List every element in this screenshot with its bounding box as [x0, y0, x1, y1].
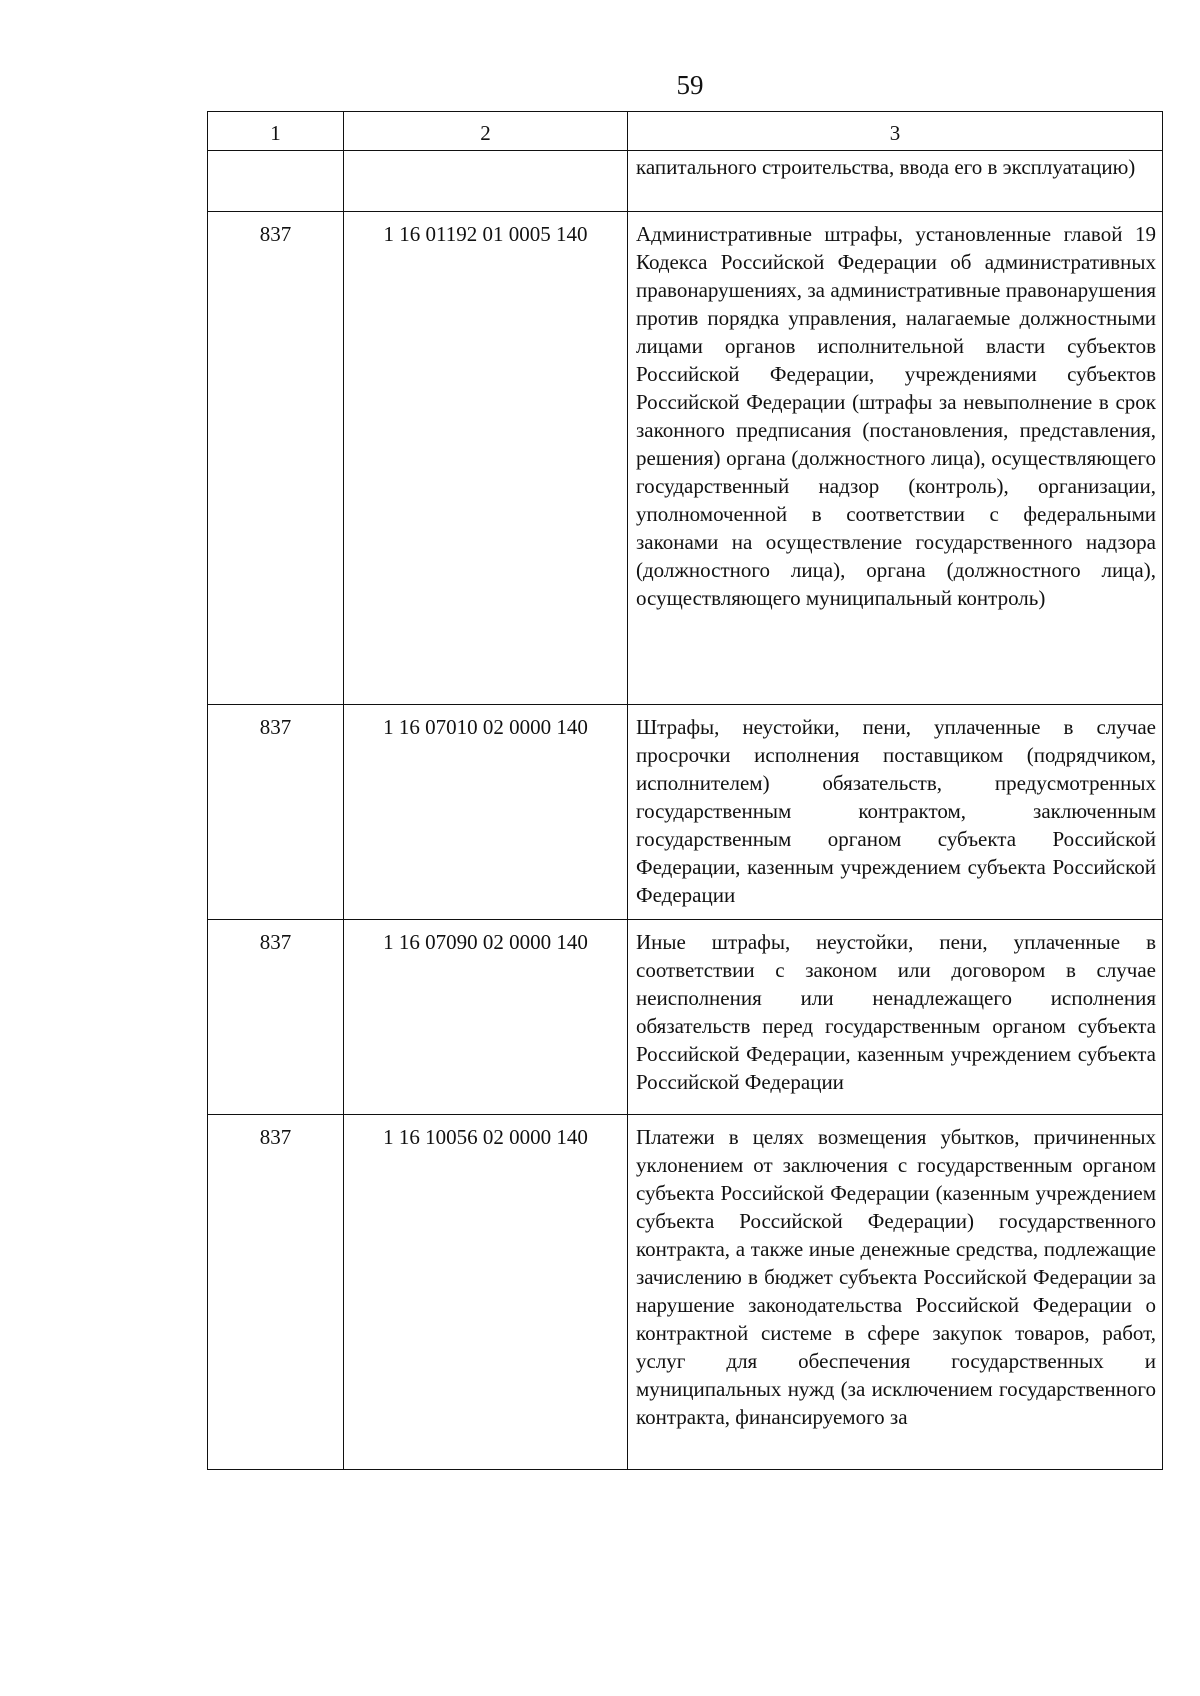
column-header-1: 1	[208, 112, 344, 151]
admin-code-cell: 837	[208, 705, 344, 920]
column-header-3: 3	[628, 112, 1163, 151]
table-row	[208, 212, 1163, 705]
description-cell: Иные штрафы, неустойки, пени, уплаченные в соответствии с законом или договором в случае неисполнения или ненадлежащего исполнения обязательств перед государственным органом субъекта Российской Федерации, казенным учреждением субъекта Российской Федерации	[628, 920, 1163, 1115]
kbk-code-cell: 1 16 01192 01 0005 140	[344, 212, 628, 705]
kbk-code-cell	[344, 151, 628, 212]
admin-code-cell: 837	[208, 920, 344, 1115]
column-header-2: 2	[344, 112, 628, 151]
description-cell: Штрафы, неустойки, пени, уплаченные в случае просрочки исполнения поставщиком (подрядчиком, исполнителем) обязательств, предусмотренных государственным контрактом, заключенным государственным органом субъекта Российской Федерации, казенным учреждением субъекта Российской Федерации	[628, 705, 1163, 920]
admin-code-cell: 837	[208, 1115, 344, 1470]
page-number: 59	[676, 70, 704, 100]
kbk-code-cell: 1 16 07010 02 0000 140	[344, 705, 628, 920]
kbk-code-cell: 1 16 10056 02 0000 140	[344, 1115, 628, 1470]
table-row	[208, 920, 1163, 1115]
admin-code-cell	[208, 151, 344, 212]
kbk-code-cell: 1 16 07090 02 0000 140	[344, 920, 628, 1115]
table-row	[208, 705, 1163, 920]
table-row	[208, 1115, 1163, 1470]
table-header-row	[208, 112, 1163, 151]
description-cell: Административные штрафы, установленные главой 19 Кодекса Российской Федерации об административных правонарушениях, за административные правонарушения против порядка управления, налагаемые должностными лицами органов исполнительной власти субъектов Российской Федерации, учреждениями субъектов Российской Федерации (штрафы за невыполнение в срок законного предписания (постановления, представления, решения) органа (должностного лица), осуществляющего государственный надзор (контроль), организации, уполномоченной в соответствии с федеральными законами на осуществление государственного надзора (должностного лица), органа (должностного лица), осуществляющего муниципальный контроль)	[628, 212, 1163, 705]
description-cell: капитального строительства, ввода его в эксплуатацию)	[628, 151, 1163, 212]
admin-code-cell: 837	[208, 212, 344, 705]
description-cell: Платежи в целях возмещения убытков, причиненных уклонением от заключения с государственным органом субъекта Российской Федерации (казенным учреждением субъекта Российской Федерации) государственного контракта, а также иные денежные средства, подлежащие зачислению в бюджет субъекта Российской Федерации за нарушение законодательства Российской Федерации о контрактной системе в сфере закупок товаров, работ, услуг для обеспечения государственных и муниципальных нужд (за исключением государственного контракта, финансируемого за	[628, 1115, 1163, 1470]
budget-codes-table	[207, 111, 1163, 1470]
table-row	[208, 151, 1163, 212]
